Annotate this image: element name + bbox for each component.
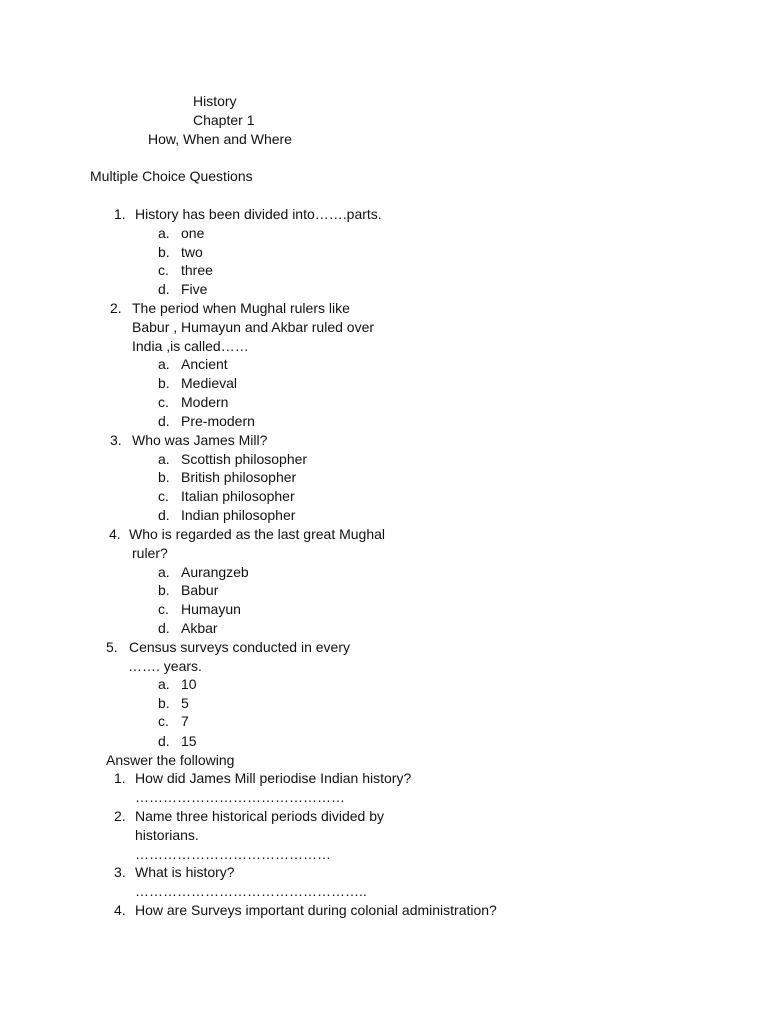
option-text: Modern <box>181 394 229 410</box>
option-text: Ancient <box>181 356 228 372</box>
chapter-title: How, When and Where <box>148 131 292 147</box>
option-text: Indian philosopher <box>181 507 296 523</box>
option-text: Medieval <box>181 375 238 391</box>
option-letter: a. <box>158 564 170 580</box>
option-text: 15 <box>181 733 197 749</box>
option-letter: b. <box>158 582 170 598</box>
question-text: Who is regarded as the last great Mughal <box>129 526 386 542</box>
answer-blank: ………………………………………….. <box>135 883 367 899</box>
option-letter: c. <box>158 601 169 617</box>
question-text: The period when Mughal rulers like <box>132 300 350 316</box>
question-text: History has been divided into…….parts. <box>135 206 382 222</box>
question-text: Name three historical periods divided by <box>135 808 385 824</box>
option-letter: d. <box>158 281 170 297</box>
option-letter: d. <box>158 620 170 636</box>
option-letter: a. <box>158 356 170 372</box>
option-letter: d. <box>158 413 170 429</box>
mcq-heading: Multiple Choice Questions <box>90 168 253 184</box>
option-letter: a. <box>158 225 170 241</box>
option-text: Five <box>181 281 208 297</box>
option-text: Italian philosopher <box>181 488 295 504</box>
answer-blank: …………………………………… <box>135 846 331 862</box>
option-text: three <box>181 262 213 278</box>
question-number: 2. <box>110 300 122 316</box>
option-letter: d. <box>158 507 170 523</box>
question-number: 3. <box>114 864 126 880</box>
option-letter: c. <box>158 488 169 504</box>
chapter-heading: Chapter 1 <box>193 112 255 128</box>
option-text: 7 <box>181 713 189 729</box>
option-text: Humayun <box>181 601 241 617</box>
option-text: two <box>181 244 203 260</box>
question-number: 2. <box>114 808 126 824</box>
answer-heading: Answer the following <box>106 752 235 768</box>
question-number: 1. <box>114 770 126 786</box>
question-text: How are Surveys important during colonial administration? <box>135 902 497 918</box>
option-letter: a. <box>158 451 170 467</box>
question-text: Babur , Humayun and Akbar ruled over <box>132 319 375 335</box>
subject-heading: History <box>193 93 237 109</box>
question-number: 1. <box>114 206 126 222</box>
question-text: Who was James Mill? <box>132 432 268 448</box>
option-letter: b. <box>158 469 170 485</box>
option-letter: c. <box>158 262 169 278</box>
option-letter: c. <box>158 394 169 410</box>
option-text: 5 <box>181 695 189 711</box>
option-text: Babur <box>181 582 219 598</box>
option-text: Aurangzeb <box>181 564 249 580</box>
question-text: What is history? <box>135 864 235 880</box>
question-number: 5. <box>106 639 118 655</box>
question-number: 3. <box>110 432 122 448</box>
option-letter: b. <box>158 244 170 260</box>
question-text: India ,is called…… <box>132 338 249 354</box>
answer-blank: ……………………………………… <box>135 789 345 805</box>
option-text: Pre-modern <box>181 413 255 429</box>
option-text: Scottish philosopher <box>181 451 308 467</box>
option-letter: b. <box>158 375 170 391</box>
option-letter: c. <box>158 713 169 729</box>
option-text: one <box>181 225 205 241</box>
option-text: 10 <box>181 676 197 692</box>
question-text: ruler? <box>132 545 168 561</box>
question-text: Census surveys conducted in every <box>129 639 350 655</box>
question-number: 4. <box>109 526 121 542</box>
option-letter: b. <box>158 695 170 711</box>
question-text: historians. <box>135 827 199 843</box>
question-text: How did James Mill periodise Indian history? <box>135 770 412 786</box>
option-letter: d. <box>158 733 170 749</box>
question-number: 4. <box>114 902 126 918</box>
option-text: Akbar <box>181 620 218 636</box>
option-text: British philosopher <box>181 469 297 485</box>
option-letter: a. <box>158 676 170 692</box>
question-text: ……. years. <box>128 658 202 674</box>
